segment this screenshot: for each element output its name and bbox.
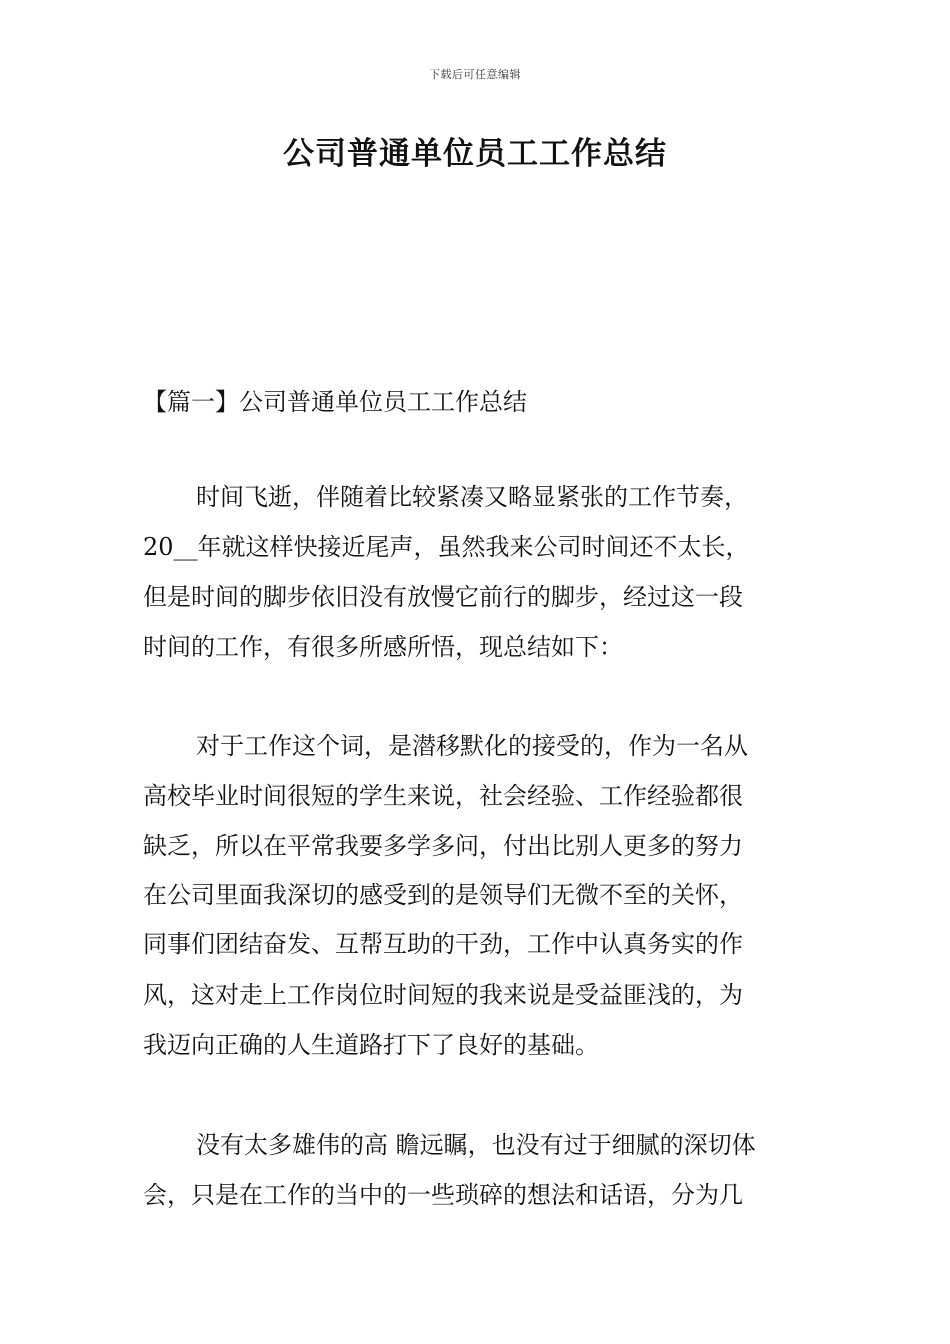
- paragraph-line: 对于工作这个词，是潜移默化的接受的，作为一名从: [196, 732, 748, 760]
- page-header-note: 下载后可任意编辑: [429, 68, 521, 81]
- paragraph-line: 时间的工作，有很多所感所悟，现总结如下：: [143, 633, 623, 661]
- paragraph-line: 没有太多雄伟的高 瞻远瞩，也没有过于细腻的深切体: [196, 1131, 756, 1159]
- paragraph-line: 我迈向正确的人生道路打下了良好的基础。: [143, 1031, 599, 1059]
- paragraph-line: 缺乏，所以在平常我要多学多问，付出比别人更多的努力: [143, 832, 743, 860]
- paragraph-line: 会，只是在工作的当中的一些琐碎的想法和话语，分为几: [143, 1181, 743, 1209]
- document-title: 公司普通单位员工工作总结: [283, 136, 667, 172]
- paragraph-line: 20__年就这样快接近尾声，虽然我来公司时间还不太长，: [143, 533, 750, 561]
- paragraph-line: 时间飞逝，伴随着比较紧凑又略显紧张的工作节奏，: [196, 483, 748, 511]
- paragraph-line: 在公司里面我深切的感受到的是领导们无微不至的关怀，: [143, 881, 743, 909]
- paragraph-line: 同事们团结奋发、互帮互助的干劲，工作中认真务实的作: [143, 930, 743, 958]
- paragraph-line: 高校毕业时间很短的学生来说，社会经验、工作经验都很: [143, 782, 743, 810]
- section-heading: 【篇一】公司普通单位员工工作总结: [143, 388, 527, 416]
- paragraph-line: 风，这对走上工作岗位时间短的我来说是受益匪浅的，为: [143, 981, 743, 1009]
- paragraph-line: 但是时间的脚步依旧没有放慢它前行的脚步，经过这一段: [143, 583, 743, 611]
